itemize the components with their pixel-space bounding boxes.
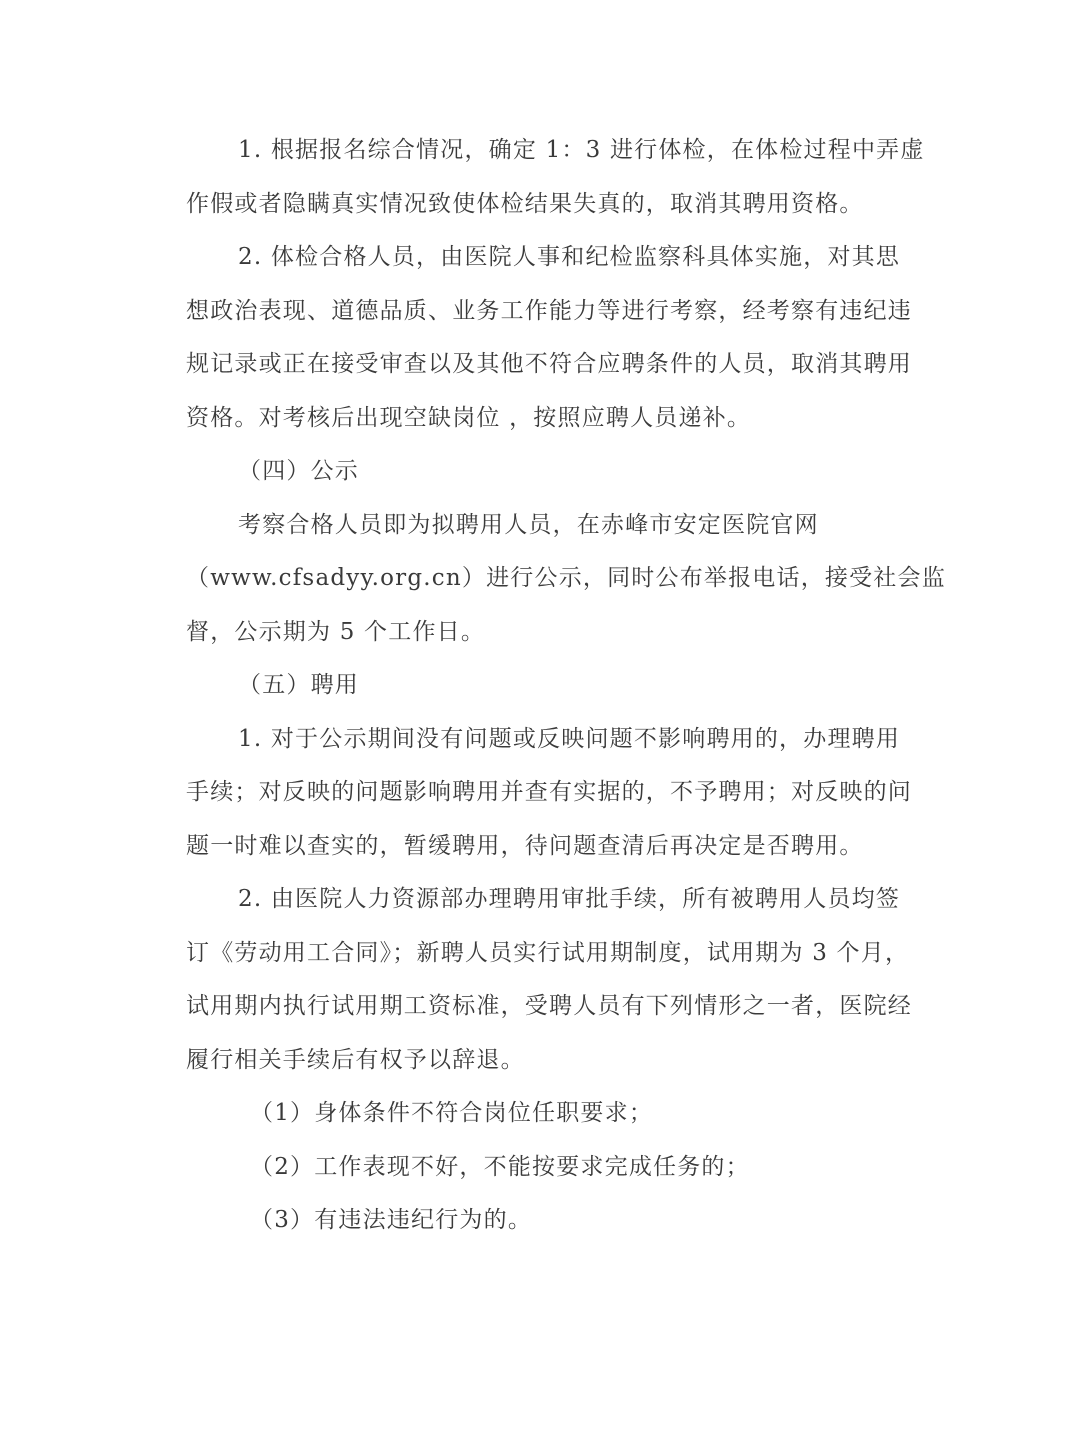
text-line: 考察合格人员即为拟聘用人员，在赤峰市安定医院官网 — [238, 511, 819, 538]
list-item: （2）工作表现不好，不能按要求完成任务的； — [250, 1153, 750, 1180]
text-line: 资格。对考核后出现空缺岗位 ，按照应聘人员递补。 — [186, 404, 752, 431]
text-line: 1. 对于公示期间没有问题或反映问题不影响聘用的，办理聘用 — [238, 725, 901, 752]
text-line: 想政治表现、道德品质、业务工作能力等进行考察，经考察有违纪违 — [186, 297, 912, 324]
text-line: 题一时难以查实的，暂缓聘用，待问题查清后再决定是否聘用。 — [186, 832, 864, 859]
text-line: 订《劳动用工合同》；新聘人员实行试用期制度，试用期为 3 个月， — [186, 939, 910, 966]
text-line: 规记录或正在接受审查以及其他不符合应聘条件的人员，取消其聘用 — [186, 351, 912, 377]
text-line: 2. 体检合格人员，由医院人事和纪检监察科具体实施，对其思 — [238, 244, 901, 270]
text-line: 试用期内执行试用期工资标准，受聘人员有下列情形之一者，医院经 — [186, 993, 912, 1019]
section-heading: （五）聘用 — [238, 672, 359, 698]
text-line: 2. 由医院人力资源部办理聘用审批手续，所有被聘用人员均签 — [238, 886, 901, 912]
text-line: （www.cfsadyy.org.cn）进行公示，同时公布举报电话，接受社会监 — [186, 565, 946, 591]
text-line: 履行相关手续后有权予以辞退。 — [186, 1046, 525, 1073]
list-item: （3）有违法违纪行为的。 — [250, 1207, 533, 1233]
text-line: 作假或者隐瞒真实情况致使体检结果失真的，取消其聘用资格。 — [186, 190, 864, 217]
document-body — [186, 124, 946, 1248]
text-line: 督，公示期为 5 个工作日。 — [186, 618, 486, 645]
section-heading: （四）公示 — [238, 458, 359, 484]
text-line: 1. 根据报名综合情况，确定 1：3 进行体检，在体检过程中弄虚 — [238, 137, 925, 163]
list-item: （1）身体条件不符合岗位任职要求； — [250, 1100, 654, 1126]
text-line: 手续；对反映的问题影响聘用并查有实据的，不予聘用；对反映的问 — [186, 779, 912, 805]
